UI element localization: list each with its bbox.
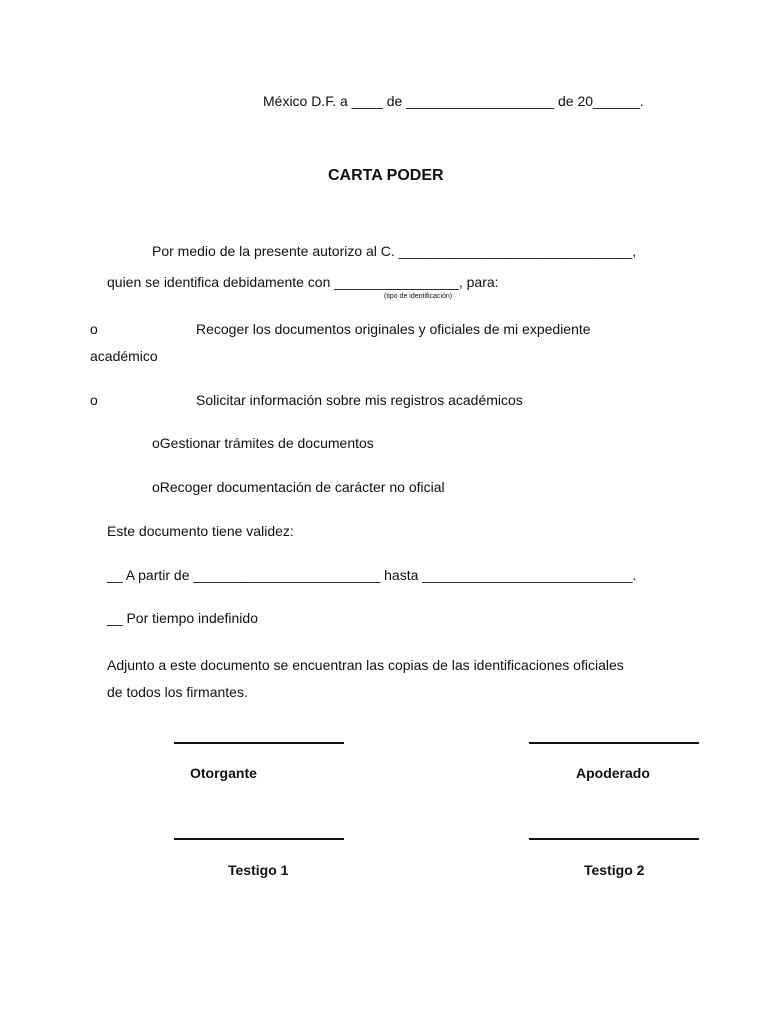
option-2-bullet: o [90, 392, 98, 408]
apoderado-signature-line [529, 742, 699, 744]
place-date-line: México D.F. a ____ de ___________________ de 20______. [263, 93, 644, 109]
attachments-line-1: Adjunto a este documento se encuentran las copias de las identificaciones oficiales [107, 657, 624, 673]
testigo-1-label: Testigo 1 [228, 862, 289, 878]
validity-range: __ A partir de ________________________ hasta ___________________________. [107, 567, 637, 583]
testigo-1-signature-line [174, 838, 344, 840]
validity-heading: Este documento tiene validez: [107, 523, 294, 539]
document-title: CARTA PODER [328, 167, 444, 184]
option-2-text: Solicitar información sobre mis registros académicos [196, 392, 523, 408]
option-3-text: oGestionar trámites de documentos [152, 435, 374, 451]
testigo-2-label: Testigo 2 [584, 862, 645, 878]
otorgante-label: Otorgante [190, 765, 257, 781]
id-type-hint: (tipo de identificación) [384, 293, 453, 300]
testigo-2-signature-line [529, 838, 699, 840]
option-1-bullet: o [90, 321, 98, 337]
authorization-line-1: Por medio de la presente autorizo al C. ______________________________, [152, 243, 637, 259]
option-4-text: oRecoger documentación de carácter no oficial [152, 479, 445, 495]
attachments-line-2: de todos los firmantes. [107, 684, 248, 700]
option-1-continuation: académico [90, 348, 158, 364]
authorization-line-2: quien se identifica debidamente con ________________, para: [107, 274, 499, 290]
otorgante-signature-line [174, 742, 344, 744]
apoderado-label: Apoderado [576, 765, 650, 781]
option-1-text: Recoger los documentos originales y oficiales de mi expediente [196, 321, 591, 337]
validity-indefinite: __ Por tiempo indefinido [107, 610, 258, 626]
